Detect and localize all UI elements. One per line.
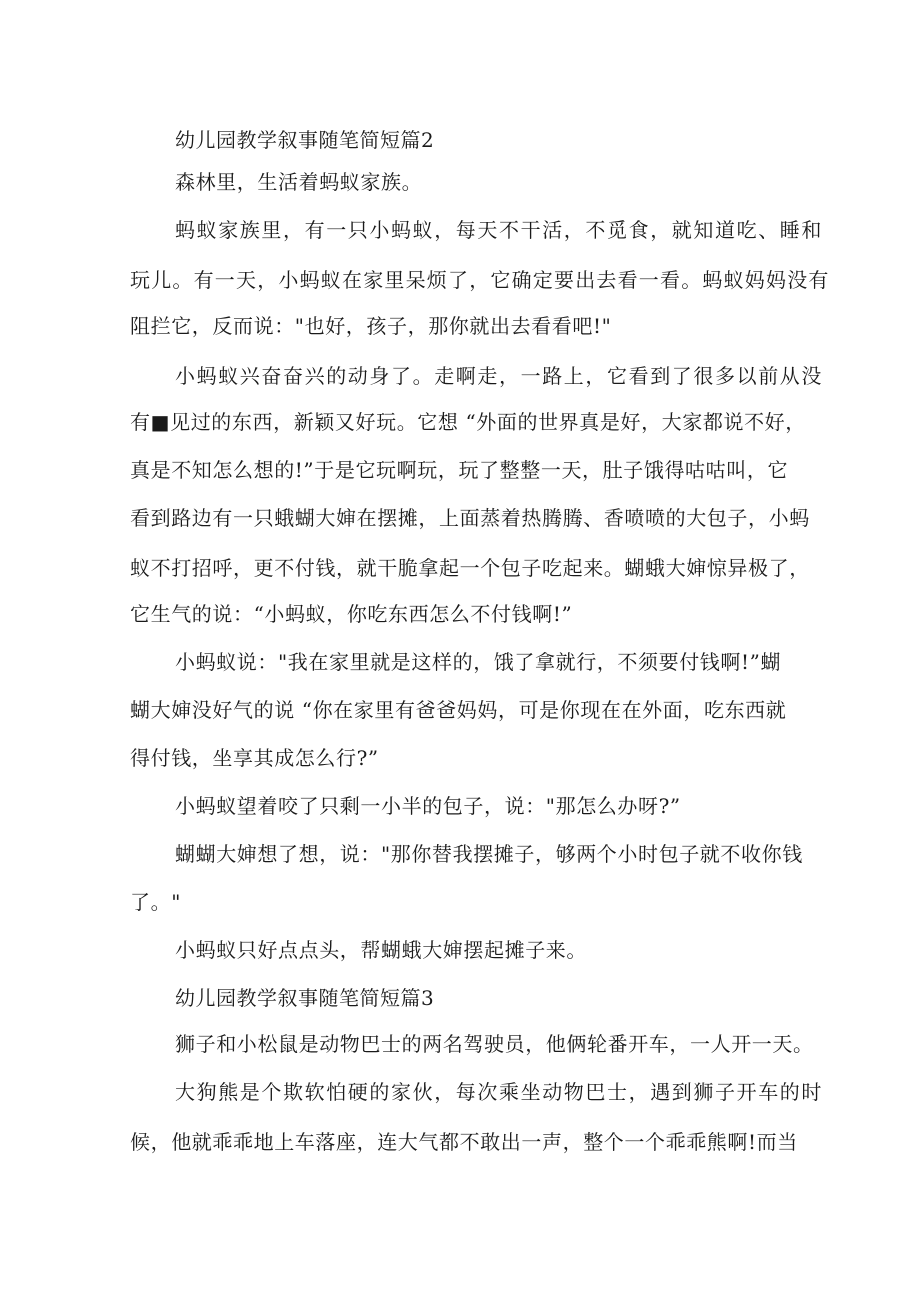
section-heading: 幼儿园教学叙事随笔简短篇3 — [175, 986, 435, 1010]
paragraph-line: 玩儿。有一天，小蚂蚁在家里呆烦了，它确定要出去看一看。蚂蚁妈妈没有 — [130, 268, 830, 292]
paragraph-line: 大狗熊是个欺软怕硬的家伙，每次乘坐动物巴士，遇到狮子开车的时 — [175, 1080, 823, 1104]
section-heading: 幼儿园教学叙事随笔简短篇2 — [175, 128, 435, 152]
paragraph-line: 得付钱，坐享其成怎么行?” — [130, 746, 379, 770]
paragraph-line: 有■见过的东西，新颖又好玩。它想 “外面的世界真是好，大家都说不好， — [130, 410, 806, 434]
paragraph-line: 小蚂蚁兴奋奋兴的动身了。走啊走，一路上，它看到了很多以前从没 — [175, 364, 823, 388]
paragraph-line: 狮子和小松鼠是动物巴士的两名驾驶员，他俩轮番开车，一人开一天。 — [175, 1032, 814, 1056]
paragraph-line: 森林里，生活着蚂蚁家族。 — [175, 170, 423, 194]
paragraph-line: 蝴蝴大婶想了想，说："那你替我摆摊子，够两个小时包子就不收你钱 — [175, 842, 803, 866]
paragraph-line: 阻拦它，反而说："也好，孩子，那你就出去看看吧!" — [130, 314, 612, 338]
paragraph-line: 蚂蚁家族里，有一只小蚂蚁，每天不干活，不觅食，就知道吃、睡和 — [175, 218, 823, 242]
paragraph-line: 小蚂蚁望着咬了只剩一小半的包子，说："那怎么办呀?” — [175, 794, 681, 818]
paragraph-line: 看到路边有一只蛾蝴大婶在摆摊，上面蒸着热腾腾、香喷喷的大包子，小蚂 — [130, 506, 810, 530]
paragraph-line: 真是不知怎么想的!”于是它玩啊玩，玩了整整一天，肚子饿得咕咕叫，它 — [130, 458, 789, 482]
paragraph-line: 蝴大婶没好气的说 “你在家里有爸爸妈妈，可是你现在在外面，吃东西就 — [130, 698, 787, 722]
paragraph-line: 小蚂蚁只好点点头，帮蝴蛾大婶摆起摊子来。 — [175, 938, 587, 962]
paragraph-line: 它生气的说：“小蚂蚁，你吃东西怎么不付钱啊!” — [130, 602, 573, 626]
paragraph-line: 蚁不打招呼，更不付钱，就干脆拿起一个包子吃起来。蝴蛾大婶惊异极了， — [130, 556, 810, 580]
paragraph-line: 候，他就乖乖地上车落座，连大气都不敢出一声，整个一个乖乖熊啊!而当 — [130, 1130, 798, 1154]
paragraph-line: 了。" — [130, 890, 181, 914]
paragraph-line: 小蚂蚁说："我在家里就是这样的，饿了拿就行，不须要付钱啊!”蝴 — [175, 650, 782, 674]
